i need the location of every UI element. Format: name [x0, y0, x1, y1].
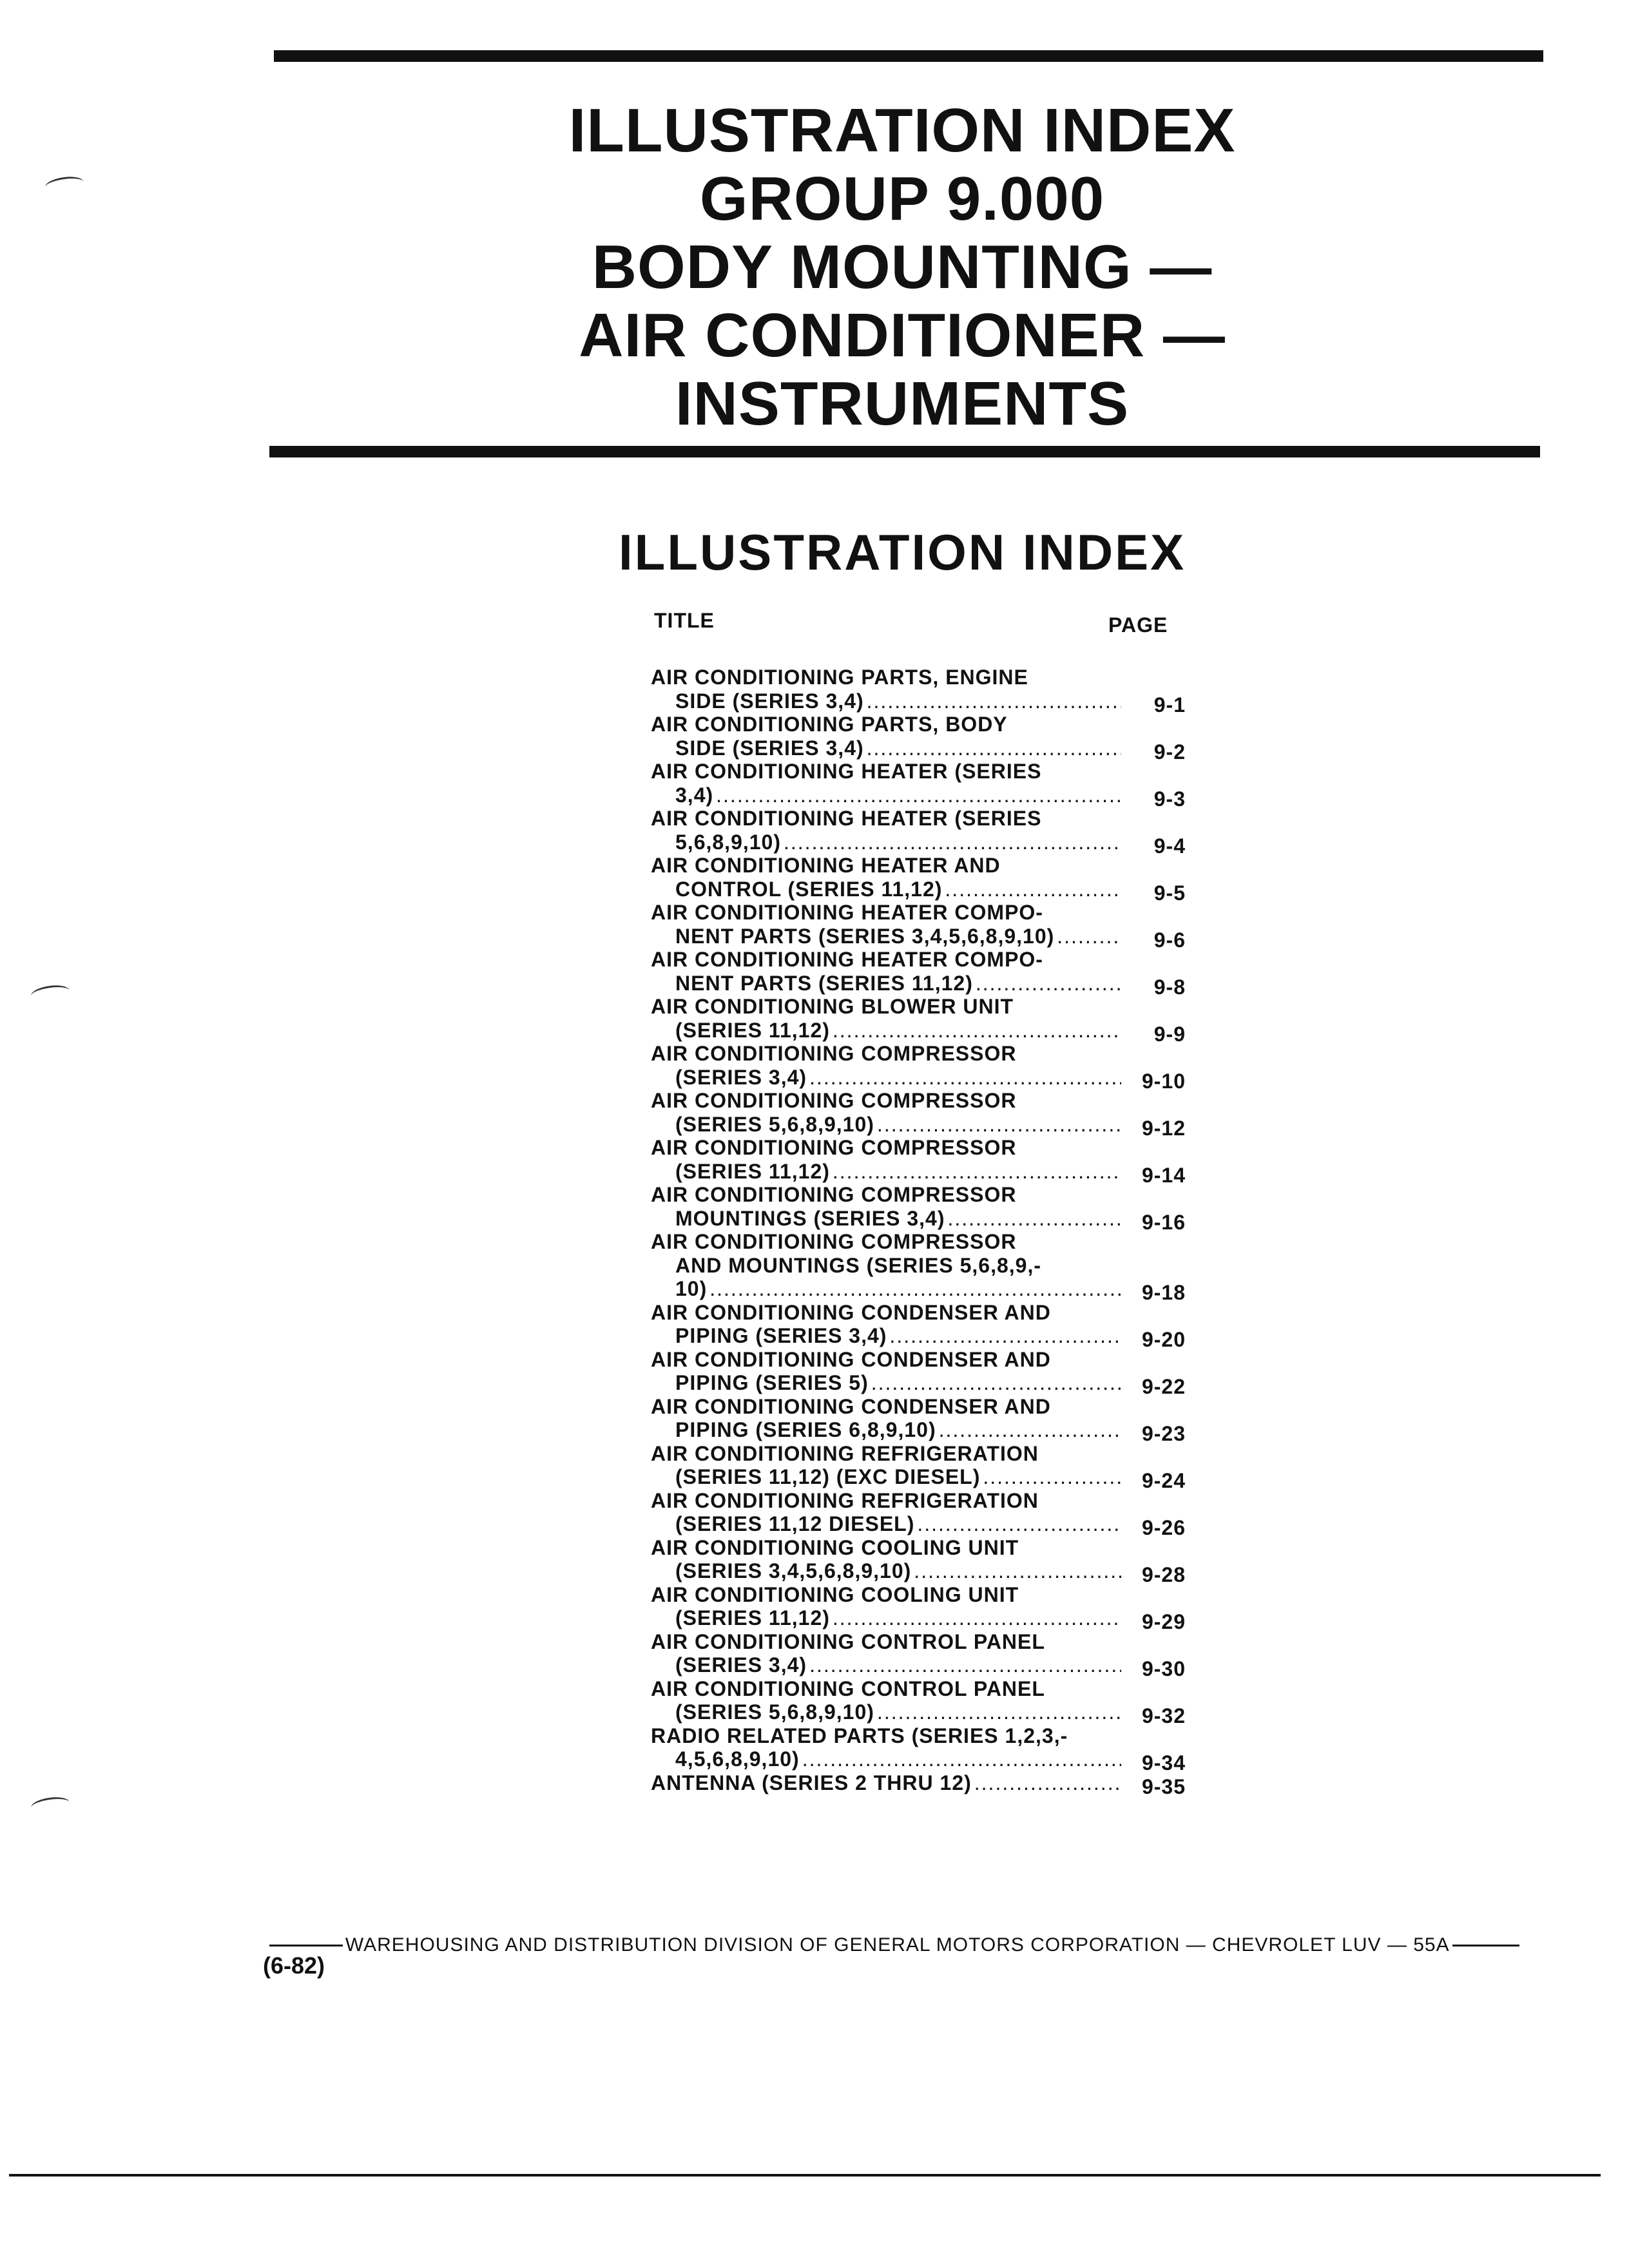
entry-line	[651, 901, 1186, 925]
footer-dash	[1452, 1945, 1519, 1946]
entry-line	[651, 1700, 1186, 1727]
entry-title: SIDE (SERIES 3,4)	[675, 689, 864, 713]
entry-title: PIPING (SERIES 5)	[675, 1371, 869, 1394]
title-line: INSTRUMENTS	[675, 369, 1130, 438]
index-entry	[651, 1136, 1186, 1187]
index-entry	[651, 1394, 1186, 1445]
entry-line	[651, 924, 1186, 952]
dot-leader	[833, 1606, 1121, 1630]
title-line: ILLUSTRATION INDEX	[568, 96, 1236, 165]
entry-title: ANTENNA (SERIES 2 THRU 12)	[651, 1771, 972, 1794]
entry-line	[651, 1395, 1186, 1419]
entry-title: AIR CONDITIONING PARTS, BODY	[651, 713, 1008, 736]
entry-title: 5,6,8,9,10)	[675, 830, 781, 854]
entry-title: CONTROL (SERIES 11,12)	[675, 877, 943, 901]
entry-line	[651, 971, 1186, 999]
entry-title: AIR CONDITIONING PARTS, ENGINE	[651, 666, 1028, 689]
entry-page: 9-30	[1141, 1657, 1186, 1680]
entry-title: (SERIES 3,4)	[675, 1065, 807, 1089]
dot-leader	[976, 972, 1121, 995]
entry-title: AIR CONDITIONING HEATER COMPO-	[651, 901, 1043, 924]
entry-title: AIR CONDITIONING HEATER (SERIES	[651, 760, 1042, 783]
entry-line	[651, 1371, 1186, 1398]
entry-line	[651, 1206, 1186, 1234]
entry-line	[651, 1583, 1186, 1607]
title-line: GROUP 9.000	[699, 164, 1105, 233]
dot-leader	[833, 1160, 1121, 1184]
entry-page: 9-6	[1153, 928, 1186, 952]
index-entry	[651, 1183, 1186, 1234]
index-entry	[651, 1724, 1186, 1774]
dot-leader	[709, 1277, 1121, 1301]
entry-title: AIR CONDITIONING REFRIGERATION	[651, 1488, 1039, 1512]
dot-leader	[716, 783, 1121, 807]
bottom-rule	[9, 2174, 1601, 2177]
entry-page: 9-1	[1153, 693, 1186, 716]
entry-line	[651, 1065, 1186, 1093]
column-header-title: TITLE	[654, 609, 715, 632]
index-list	[651, 666, 1186, 1798]
entry-line	[651, 1747, 1186, 1774]
entry-title: AIR CONDITIONING COMPRESSOR	[651, 1042, 1017, 1065]
entry-page: 9-12	[1141, 1116, 1186, 1140]
entry-line	[651, 1348, 1186, 1372]
entry-page: 9-4	[1153, 834, 1186, 858]
entry-line	[651, 830, 1186, 858]
dot-leader	[983, 1465, 1121, 1489]
entry-line	[651, 1677, 1186, 1701]
entry-title: NENT PARTS (SERIES 11,12)	[675, 971, 973, 995]
entry-line	[651, 1771, 1186, 1798]
dot-leader	[948, 1207, 1122, 1231]
entry-title: (SERIES 3,4,5,6,8,9,10)	[675, 1559, 912, 1582]
entry-title: AIR CONDITIONING COMPRESSOR	[651, 1089, 1017, 1112]
title-line: BODY MOUNTING —	[592, 233, 1213, 302]
entry-line	[651, 1630, 1186, 1654]
index-entry	[651, 666, 1186, 716]
entry-title: (SERIES 11,12) (EXC DIESEL)	[675, 1465, 981, 1488]
entry-title: 3,4)	[675, 783, 714, 807]
dot-leader	[867, 736, 1121, 760]
entry-title: PIPING (SERIES 6,8,9,10)	[675, 1418, 936, 1441]
index-entry	[651, 713, 1186, 764]
entry-title: AND MOUNTINGS (SERIES 5,6,8,9,-	[675, 1253, 1041, 1277]
entry-line	[651, 1489, 1186, 1513]
margin-mark	[30, 983, 71, 1003]
entry-line	[651, 948, 1186, 972]
entry-line	[651, 1536, 1186, 1560]
entry-line	[651, 1418, 1186, 1445]
entry-page: 9-23	[1141, 1422, 1186, 1445]
entry-page: 9-28	[1141, 1563, 1186, 1586]
footer-text: WAREHOUSING AND DISTRIBUTION DIVISION OF GENERAL MOTORS CORPORATION — CHEVROLET LUV — 55A	[345, 1934, 1450, 1956]
margin-mark	[30, 1795, 71, 1815]
dot-leader	[877, 1113, 1121, 1137]
index-entry	[651, 901, 1186, 952]
entry-line	[651, 1512, 1186, 1539]
entry-page: 9-22	[1141, 1375, 1186, 1398]
entry-title: AIR CONDITIONING CONTROL PANEL	[651, 1677, 1045, 1700]
entry-line	[651, 1606, 1186, 1633]
dot-leader	[974, 1771, 1121, 1795]
dot-leader	[914, 1559, 1121, 1583]
entry-title: 10)	[675, 1277, 708, 1300]
entry-line	[651, 666, 1186, 689]
index-entry	[651, 1230, 1186, 1304]
entry-line	[651, 1465, 1186, 1492]
entry-page: 9-20	[1141, 1328, 1186, 1351]
dot-leader	[871, 1371, 1121, 1395]
entry-line	[651, 807, 1186, 831]
entry-title: AIR CONDITIONING CONTROL PANEL	[651, 1629, 1045, 1653]
entry-line	[651, 1159, 1186, 1187]
entry-line	[651, 783, 1186, 811]
index-entry	[651, 1771, 1186, 1798]
section-rule	[269, 446, 1540, 457]
dot-leader	[939, 1418, 1121, 1442]
footer	[269, 1934, 1519, 1956]
dot-leader	[889, 1324, 1121, 1348]
dot-leader	[867, 689, 1121, 713]
entry-title: AIR CONDITIONING REFRIGERATION	[651, 1441, 1039, 1465]
entry-page: 9-2	[1153, 740, 1186, 764]
entry-title: SIDE (SERIES 3,4)	[675, 736, 864, 760]
index-entry	[651, 1535, 1186, 1586]
entry-title: (SERIES 11,12)	[675, 1018, 830, 1042]
dot-leader	[833, 1019, 1121, 1043]
entry-title: AIR CONDITIONING CONDENSER AND	[651, 1394, 1051, 1418]
entry-line	[651, 1018, 1186, 1046]
entry-page: 9-26	[1141, 1516, 1186, 1539]
entry-title: AIR CONDITIONING HEATER COMPO-	[651, 948, 1043, 971]
entry-line	[651, 1653, 1186, 1680]
index-entry	[651, 1629, 1186, 1680]
entry-page: 9-32	[1141, 1704, 1186, 1727]
entry-line	[651, 713, 1186, 736]
dot-leader	[1057, 925, 1121, 948]
entry-page: 9-14	[1141, 1163, 1186, 1187]
entry-page: 9-29	[1141, 1610, 1186, 1633]
entry-title: AIR CONDITIONING COMPRESSOR	[651, 1183, 1017, 1206]
index-entry	[651, 760, 1186, 811]
index-entry	[651, 948, 1186, 999]
entry-line	[651, 736, 1186, 764]
entry-page: 9-8	[1153, 975, 1186, 999]
entry-title: AIR CONDITIONING COMPRESSOR	[651, 1230, 1017, 1253]
entry-line	[651, 1230, 1186, 1254]
dot-leader	[809, 1653, 1121, 1677]
entry-line	[651, 1089, 1186, 1113]
entry-line	[651, 1112, 1186, 1140]
entry-title: (SERIES 5,6,8,9,10)	[675, 1700, 874, 1724]
index-entry	[651, 854, 1186, 905]
dot-leader	[877, 1700, 1121, 1724]
entry-line	[651, 1254, 1186, 1278]
entry-page: 9-34	[1141, 1751, 1186, 1774]
margin-mark	[44, 175, 85, 195]
title-line: AIR CONDITIONER —	[579, 301, 1226, 370]
entry-title: AIR CONDITIONING HEATER AND	[651, 854, 1001, 877]
entry-page: 9-16	[1141, 1210, 1186, 1234]
entry-line	[651, 760, 1186, 783]
index-entry	[651, 995, 1186, 1046]
index-entry	[651, 1582, 1186, 1633]
entry-title: AIR CONDITIONING CONDENSER AND	[651, 1300, 1051, 1324]
entry-line	[651, 1277, 1186, 1304]
entry-line	[651, 689, 1186, 716]
dot-leader	[809, 1066, 1121, 1090]
page-title	[451, 97, 1353, 438]
entry-line	[651, 995, 1186, 1019]
entry-line	[651, 1183, 1186, 1207]
entry-title: NENT PARTS (SERIES 3,4,5,6,8,9,10)	[675, 924, 1055, 948]
entry-title: AIR CONDITIONING COOLING UNIT	[651, 1535, 1019, 1559]
index-entry	[651, 1488, 1186, 1539]
entry-title: 4,5,6,8,9,10)	[675, 1747, 800, 1771]
entry-title: AIR CONDITIONING BLOWER UNIT	[651, 995, 1014, 1018]
entry-title: AIR CONDITIONING HEATER (SERIES	[651, 807, 1042, 830]
index-heading: ILLUSTRATION INDEX	[619, 524, 1186, 581]
dot-leader	[917, 1512, 1121, 1536]
index-entry	[651, 1441, 1186, 1492]
entry-line	[651, 1324, 1186, 1351]
entry-title: RADIO RELATED PARTS (SERIES 1,2,3,-	[651, 1724, 1068, 1747]
footer-date: (6-82)	[263, 1952, 325, 1979]
dot-leader	[802, 1747, 1121, 1771]
entry-title: AIR CONDITIONING COMPRESSOR	[651, 1136, 1017, 1159]
column-header-page: PAGE	[1108, 613, 1168, 637]
entry-line	[651, 1136, 1186, 1160]
index-entry	[651, 1042, 1186, 1093]
entry-title: (SERIES 11,12)	[675, 1159, 830, 1183]
dot-leader	[945, 878, 1121, 901]
index-entry	[651, 1089, 1186, 1140]
entry-title: (SERIES 3,4)	[675, 1653, 807, 1677]
entry-title: AIR CONDITIONING CONDENSER AND	[651, 1347, 1051, 1371]
entry-title: (SERIES 11,12 DIESEL)	[675, 1512, 915, 1535]
entry-line	[651, 1724, 1186, 1748]
dot-leader	[784, 831, 1121, 854]
entry-title: (SERIES 11,12)	[675, 1606, 830, 1629]
entry-page: 9-35	[1141, 1774, 1186, 1798]
entry-page: 9-10	[1141, 1069, 1186, 1093]
entry-line	[651, 1559, 1186, 1586]
entry-line	[651, 1042, 1186, 1066]
index-entry	[651, 807, 1186, 858]
entry-title: AIR CONDITIONING COOLING UNIT	[651, 1582, 1019, 1606]
entry-page: 9-3	[1153, 787, 1186, 811]
entry-title: PIPING (SERIES 3,4)	[675, 1324, 887, 1347]
entry-page: 9-9	[1153, 1022, 1186, 1046]
entry-line	[651, 1442, 1186, 1466]
index-entry	[651, 1347, 1186, 1398]
entry-page: 9-5	[1153, 881, 1186, 905]
top-rule	[274, 50, 1543, 62]
index-entry	[651, 1300, 1186, 1351]
entry-title: (SERIES 5,6,8,9,10)	[675, 1112, 874, 1136]
entry-title: MOUNTINGS (SERIES 3,4)	[675, 1206, 945, 1230]
entry-page: 9-18	[1141, 1281, 1186, 1304]
entry-line	[651, 854, 1186, 878]
entry-line	[651, 1301, 1186, 1325]
index-entry	[651, 1677, 1186, 1727]
entry-line	[651, 877, 1186, 905]
footer-dash	[269, 1945, 343, 1946]
entry-page: 9-24	[1141, 1469, 1186, 1492]
